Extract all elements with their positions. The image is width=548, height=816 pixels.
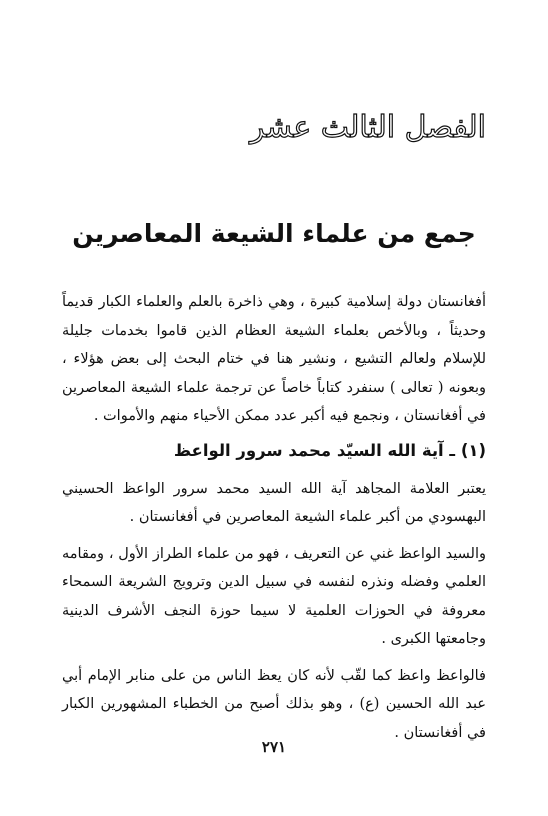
paragraph-2: والسيد الواعظ غني عن التعريف ، فهو من علماء الطراز الأول ، ومقامه العلمي وفضله ونذره لنفسه في سبيل الدين وترويج الشريعة السمحاء معروفة في الحوزات العلمية لا سيما حوزة النجف الأشرف الدينية وجامعتها الكبرى .	[62, 545, 486, 647]
section-heading: جمع من علماء الشيعة المعاصرين	[72, 219, 476, 248]
subsection-title: (١) ـ آية الله السيّد محمد سرور الواعظ	[173, 440, 486, 460]
intro-paragraph: أفغانستان دولة إسلامية كبيرة ، وهي ذاخرة بالعلم والعلماء الكبار قديماً وحديثاً ، وبالأخص بعلماء الشيعة العظام الذين قاموا بخدمات جليلة للإسلام ولعالم التشيع ، ونشير هنا في ختام البحث إلى بعض هؤلاء ، وبعونه ( تعالى ) سنفرد كتاباً خاصاً عن ترجمة علماء الشيعة المعاصرين في أفغانستان ، ونجمع فيه أكبر عدد ممكن الأحياء منهم والأموات .	[62, 294, 486, 424]
paragraph-3: فالواعظ واعظ كما لقّب لأنه كان يعظ الناس من على منابر الإمام أبي عبد الله الحسين (ع) ، وهو بذلك أصبح من الخطباء المشهورين الكبار في أفغانستان .	[62, 667, 486, 741]
chapter-title: الفصل الثالث عشر	[250, 110, 486, 145]
body-text	[62, 288, 486, 747]
paragraph-1: يعتبر العلامة المجاهد آية الله السيد محمد سرور الواعظ الحسيني البهسودي من أكبر علماء الشيعة المعاصرين في أفغانستان .	[62, 480, 486, 525]
page-number: ٢٧١	[261, 738, 287, 756]
